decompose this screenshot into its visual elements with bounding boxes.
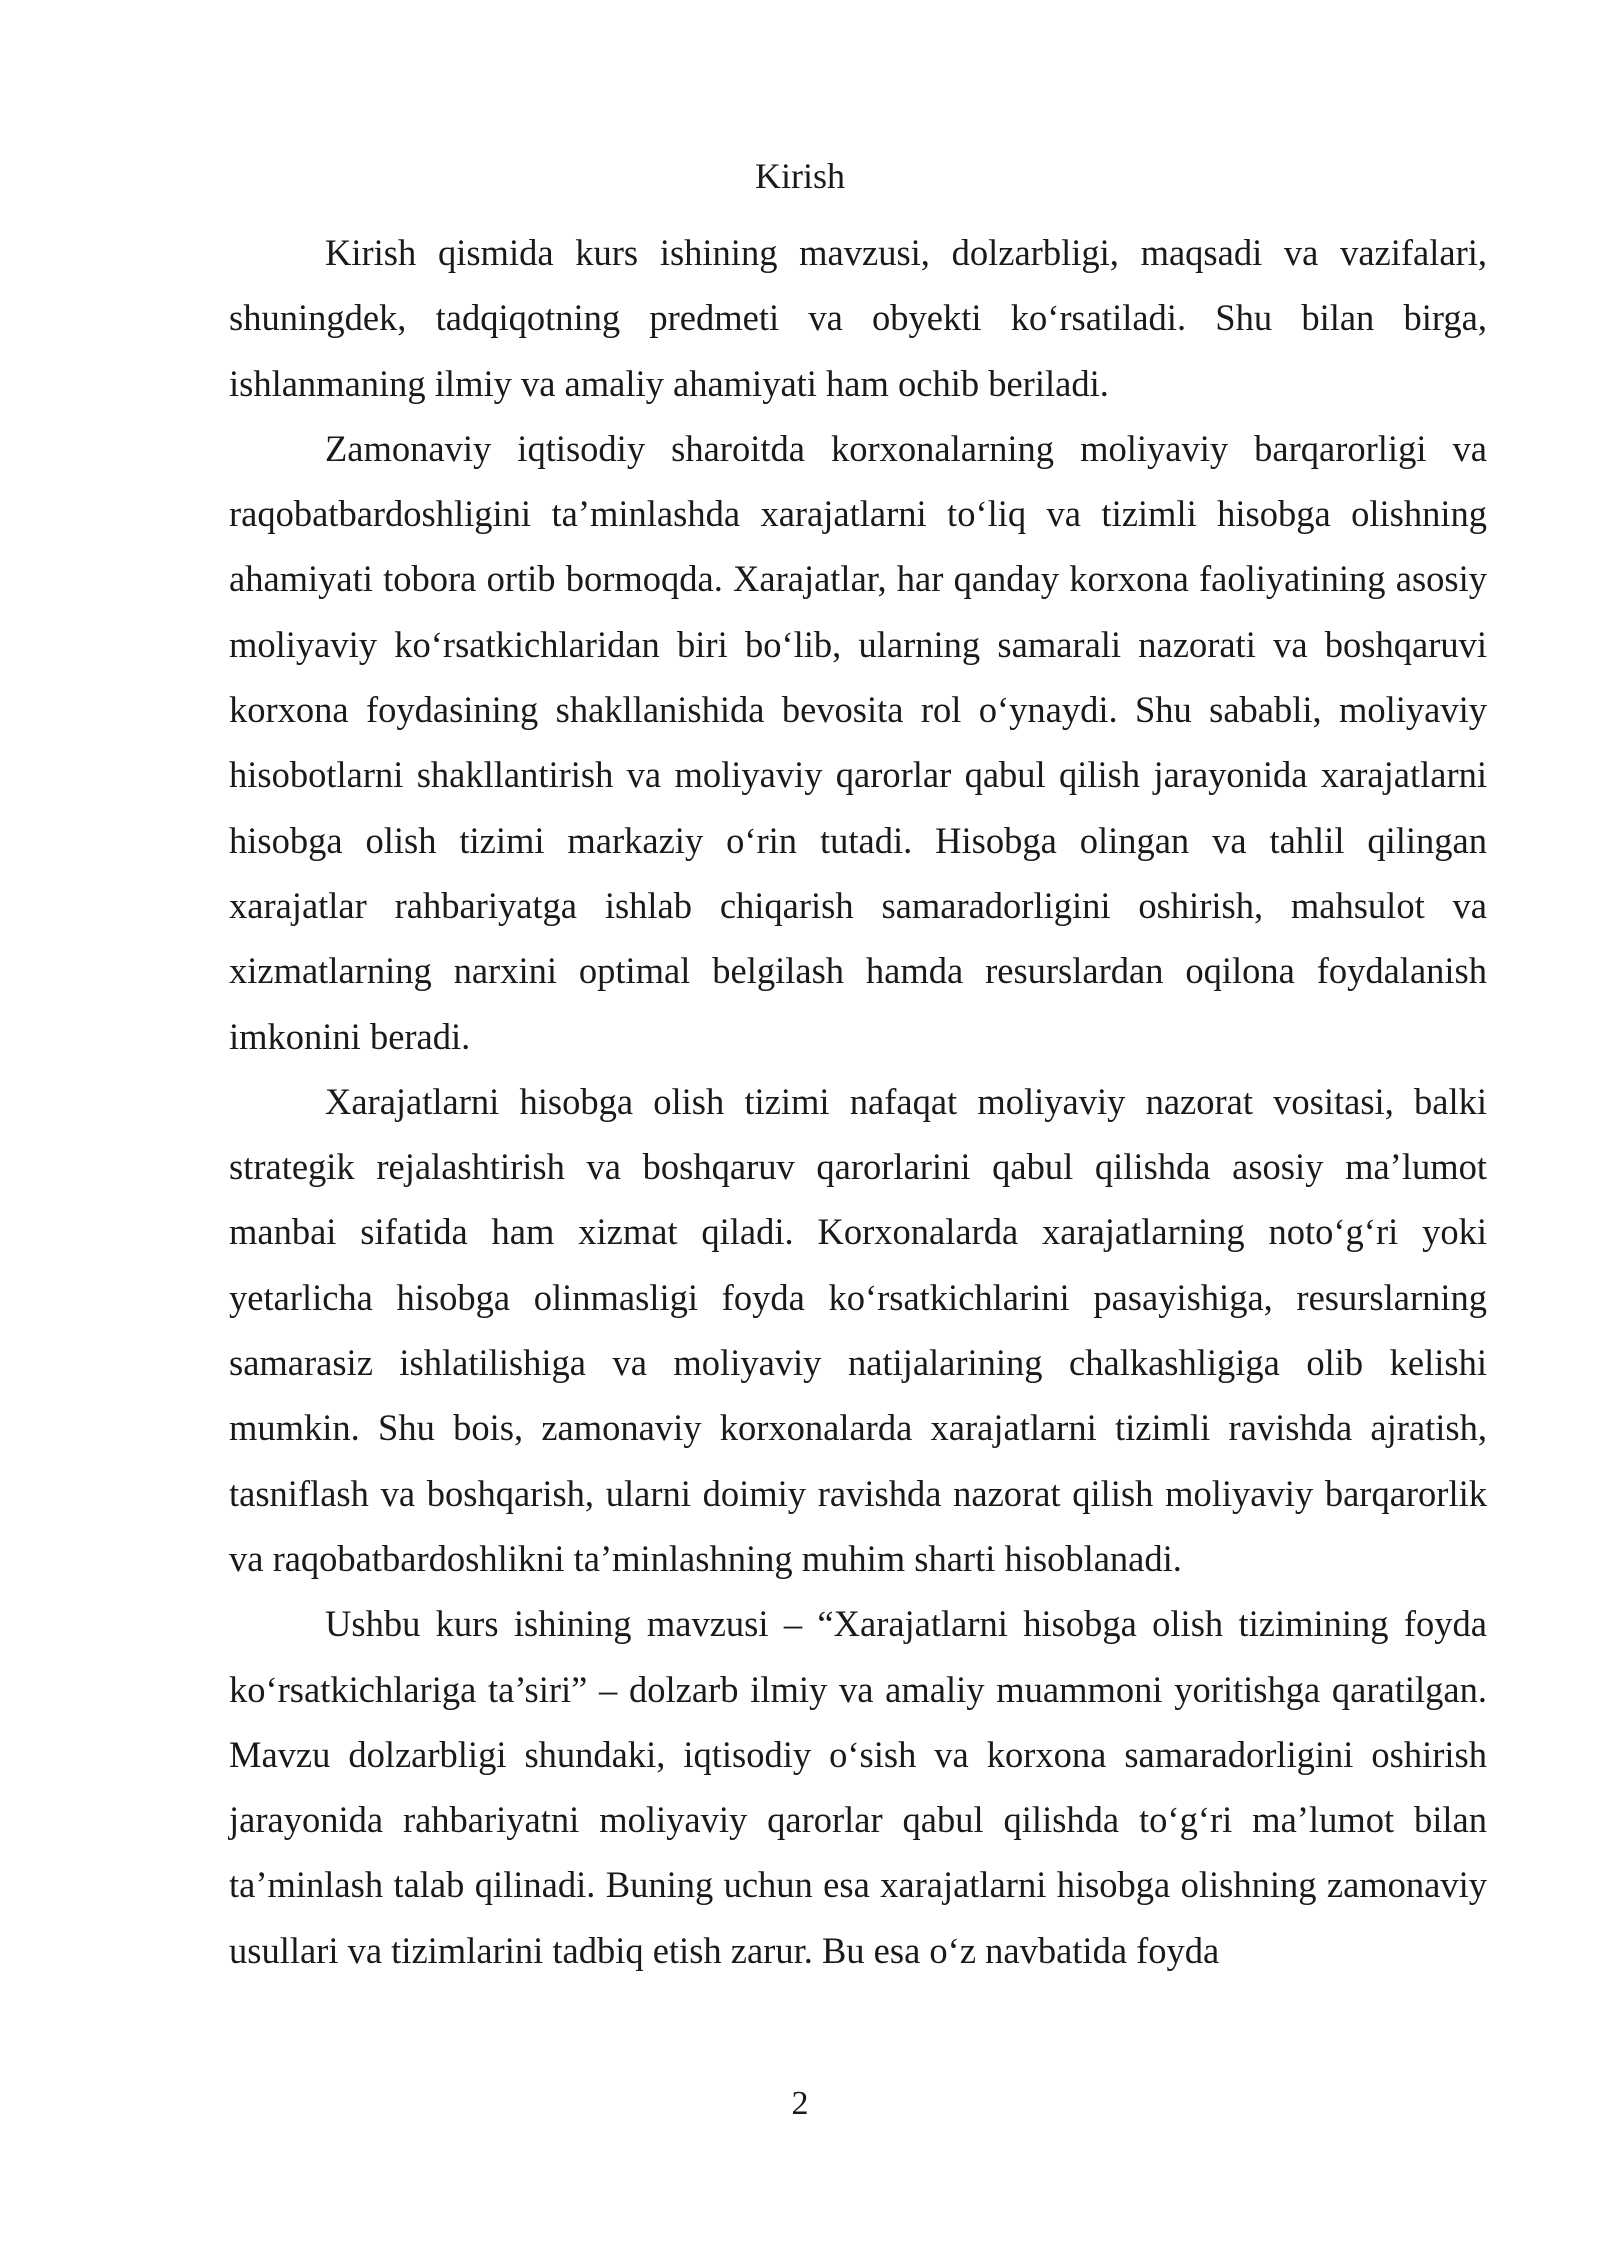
paragraph-4: Ushbu kurs ishining mavzusi – “Xarajatlarni hisobga olish tizimining foyda ko‘rsatkichlariga ta’siri” – dolzarb ilmiy va amaliy muammoni yoritishga qaratilgan. Mavzu dolzarbligi shundaki, iqtisodiy o‘sish va korxona samaradorligini oshirish jarayonida rahbariyatni moliyaviy qarorlar qabul qilishda to‘g‘ri ma’lumot bilan ta’minlash talab qilinadi. Buning uchun esa xarajatlarni hisobga olishning zamonaviy usullari va tizimlarini tadbiq etish zarur. Bu esa o‘z navbatida foyda xyxy=(229,1603,1487,1971)
section-heading: Kirish xyxy=(755,156,845,196)
page-number: 2 xyxy=(791,2085,809,2122)
paragraph-1: Kirish qismida kurs ishining mavzusi, dolzarbligi, maqsadi va vazifalari, shuningdek, tadqiqotning predmeti va obyekti ko‘rsatiladi. Shu bilan birga, ishlanmaning ilmiy va amaliy ahamiyati ham ochib beriladi. xyxy=(229,232,1487,404)
paragraph-3: Xarajatlarni hisobga olish tizimi nafaqat moliyaviy nazorat vositasi, balki strategik rejalashtirish va boshqaruv qarorlarini qabul qilishda asosiy ma’lumot manbai sifatida ham xizmat qiladi. Korxonalarda xarajatlarning noto‘g‘ri yoki yetarlicha hisobga olinmasligi foyda ko‘rsatkichlarini pasayishiga, resurslarning samarasiz ishlatilishiga va moliyaviy natijalarining chalkashligiga olib kelishi mumkin. Shu bois, zamonaviy korxonalarda xarajatlarni tizimli ravishda ajratish, tasniflash va boshqarish, ularni doimiy ravishda nazorat qilish moliyaviy barqarorlik va raqobatbardoshlikni ta’minlashning muhim sharti hisoblanadi. xyxy=(229,1080,1487,1579)
paragraph-2: Zamonaviy iqtisodiy sharoitda korxonalarning moliyaviy barqarorligi va raqobatbardoshligini ta’minlashda xarajatlarni to‘liq va tizimli hisobga olishning ahamiyati tobora ortib bormoqda. Xarajatlar, har qanday korxona faoliyatining asosiy moliyaviy ko‘rsatkichlaridan biri bo‘lib, ularning samarali nazorati va boshqaruvi korxona foydasining shakllanishida bevosita rol o‘ynaydi. Shu sababli, moliyaviy hisobotlarni shakllantirish va moliyaviy qarorlar qabul qilish jarayonida xarajatlarni hisobga olish tizimi markaziy o‘rin tutadi. Hisobga olingan va tahlil qilingan xarajatlar rahbariyatga ishlab chiqarish samaradorligini oshirish, mahsulot va xizmatlarning narxini optimal belgilash hamda resurslardan oqilona foydalanish imkonini beradi. xyxy=(229,427,1487,1057)
body-text xyxy=(229,220,1487,1983)
